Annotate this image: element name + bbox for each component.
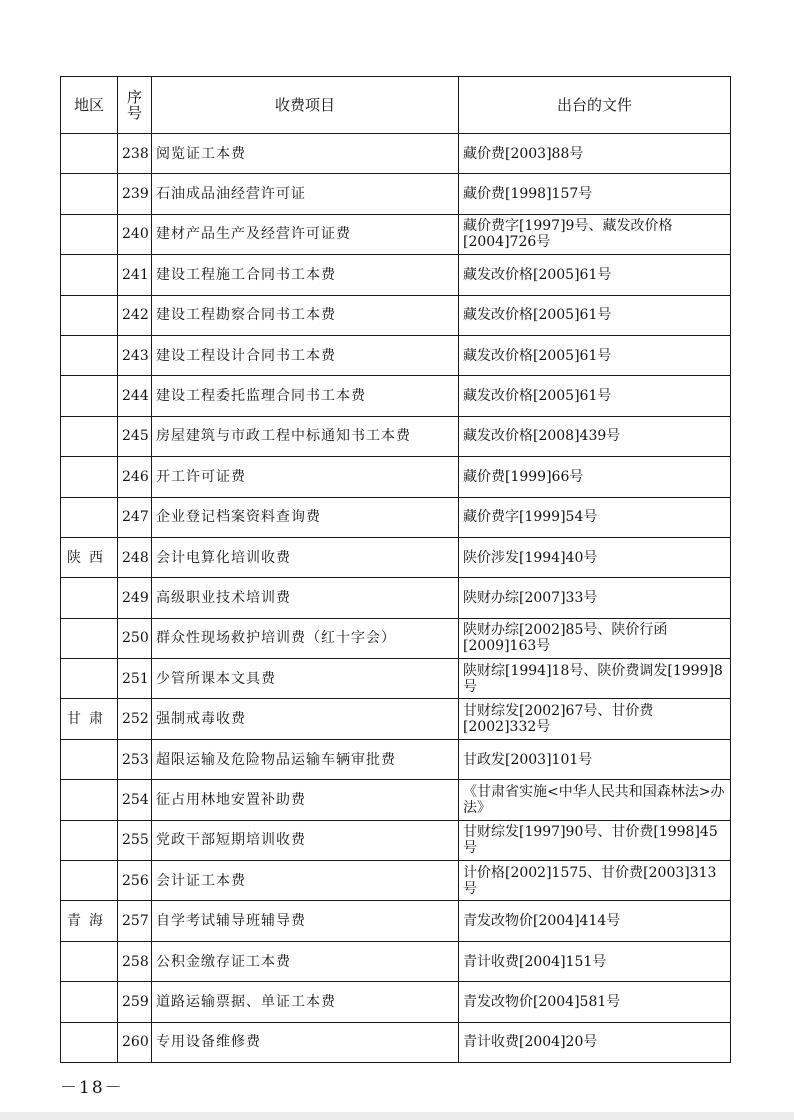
row-item: 建设工程委托监理合同书工本费 <box>152 376 459 416</box>
table-row <box>61 618 731 658</box>
row-item: 阅览证工本费 <box>152 134 459 174</box>
table-row <box>61 1022 731 1062</box>
row-region <box>61 578 118 618</box>
row-region <box>61 295 118 335</box>
row-item: 道路运输票据、单证工本费 <box>152 982 459 1022</box>
row-region <box>61 134 118 174</box>
table-row <box>61 255 731 295</box>
row-doc: 藏价费[1998]157号 <box>459 174 731 214</box>
row-region <box>61 861 118 901</box>
row-doc: 藏价费字[1997]9号、藏发改价格[2004]726号 <box>459 214 731 254</box>
row-seq: 241 <box>118 255 152 295</box>
table-row <box>61 901 731 941</box>
table-row <box>61 699 731 739</box>
row-doc: 藏发改价格[2005]61号 <box>459 376 731 416</box>
row-item: 房屋建筑与市政工程中标通知书工本费 <box>152 416 459 456</box>
table-row <box>61 739 731 779</box>
row-doc: 陕财办综[2002]85号、陕价行函[2009]163号 <box>459 618 731 658</box>
row-region <box>61 457 118 497</box>
row-item: 高级职业技术培训费 <box>152 578 459 618</box>
row-item: 超限运输及危险物品运输车辆审批费 <box>152 739 459 779</box>
row-seq: 240 <box>118 214 152 254</box>
row-region <box>61 214 118 254</box>
row-seq: 238 <box>118 134 152 174</box>
table-row <box>61 134 731 174</box>
row-doc: 青计收费[2004]151号 <box>459 941 731 981</box>
row-item: 会计证工本费 <box>152 861 459 901</box>
row-seq: 248 <box>118 537 152 577</box>
row-region <box>61 941 118 981</box>
row-item: 会计电算化培训收费 <box>152 537 459 577</box>
table-row <box>61 982 731 1022</box>
row-doc: 藏价费[1999]66号 <box>459 457 731 497</box>
row-doc: 藏价费[2003]88号 <box>459 134 731 174</box>
row-doc: 甘财综发[1997]90号、甘价费[1998]45号 <box>459 820 731 860</box>
row-seq: 257 <box>118 901 152 941</box>
row-item: 少管所课本文具费 <box>152 659 459 699</box>
page-number: －18－ <box>60 1078 124 1098</box>
row-item: 石油成品油经营许可证 <box>152 174 459 214</box>
row-seq: 258 <box>118 941 152 981</box>
row-doc: 藏发改价格[2005]61号 <box>459 255 731 295</box>
row-doc: 藏价费字[1999]54号 <box>459 497 731 537</box>
fee-table <box>60 76 731 1063</box>
table-row <box>61 457 731 497</box>
row-seq: 250 <box>118 618 152 658</box>
row-region <box>61 255 118 295</box>
table-row <box>61 416 731 456</box>
row-region: 陕西 <box>61 537 118 577</box>
row-doc: 《甘肃省实施<中华人民共和国森林法>办法》 <box>459 780 731 820</box>
row-seq: 259 <box>118 982 152 1022</box>
row-item: 强制戒毒收费 <box>152 699 459 739</box>
row-region <box>61 335 118 375</box>
table-row <box>61 578 731 618</box>
table-row <box>61 214 731 254</box>
row-doc: 陕财办综[2007]33号 <box>459 578 731 618</box>
table-row <box>61 376 731 416</box>
row-seq: 251 <box>118 659 152 699</box>
row-region <box>61 780 118 820</box>
row-region <box>61 174 118 214</box>
table-row <box>61 820 731 860</box>
row-seq: 245 <box>118 416 152 456</box>
row-item: 建材产品生产及经营许可证费 <box>152 214 459 254</box>
row-item: 开工许可证费 <box>152 457 459 497</box>
row-seq: 246 <box>118 457 152 497</box>
row-item: 建设工程勘察合同书工本费 <box>152 295 459 335</box>
row-item: 建设工程施工合同书工本费 <box>152 255 459 295</box>
row-seq: 249 <box>118 578 152 618</box>
row-item: 群众性现场救护培训费（红十字会） <box>152 618 459 658</box>
row-seq: 253 <box>118 739 152 779</box>
row-doc: 甘财综发[2002]67号、甘价费[2002]332号 <box>459 699 731 739</box>
row-doc: 青发改物价[2004]581号 <box>459 982 731 1022</box>
row-item: 专用设备维修费 <box>152 1022 459 1062</box>
table-header-row <box>61 77 731 134</box>
row-seq: 239 <box>118 174 152 214</box>
row-region <box>61 416 118 456</box>
row-region: 甘肃 <box>61 699 118 739</box>
row-region <box>61 497 118 537</box>
row-doc: 计价格[2002]1575、甘价费[2003]313号 <box>459 861 731 901</box>
table-row <box>61 537 731 577</box>
row-region: 青海 <box>61 901 118 941</box>
row-doc: 青计收费[2004]20号 <box>459 1022 731 1062</box>
row-seq: 256 <box>118 861 152 901</box>
header-item: 收费项目 <box>152 77 459 134</box>
row-doc: 陕财综[1994]18号、陕价费调发[1999]8号 <box>459 659 731 699</box>
row-region <box>61 376 118 416</box>
row-seq: 244 <box>118 376 152 416</box>
table-row <box>61 861 731 901</box>
row-seq: 255 <box>118 820 152 860</box>
table-row <box>61 174 731 214</box>
row-seq: 260 <box>118 1022 152 1062</box>
scan-edge <box>0 1112 794 1120</box>
row-doc: 甘政发[2003]101号 <box>459 739 731 779</box>
header-doc: 出台的文件 <box>459 77 731 134</box>
table-row <box>61 941 731 981</box>
row-item: 企业登记档案资料查询费 <box>152 497 459 537</box>
row-doc: 藏发改价格[2005]61号 <box>459 335 731 375</box>
row-item: 自学考试辅导班辅导费 <box>152 901 459 941</box>
row-region <box>61 820 118 860</box>
table-row <box>61 335 731 375</box>
row-seq: 254 <box>118 780 152 820</box>
row-doc: 藏发改价格[2005]61号 <box>459 295 731 335</box>
header-seq: 序号 <box>118 77 152 134</box>
row-doc: 陕价涉发[1994]40号 <box>459 537 731 577</box>
row-region <box>61 659 118 699</box>
row-seq: 247 <box>118 497 152 537</box>
row-region <box>61 1022 118 1062</box>
table-row <box>61 497 731 537</box>
table-row <box>61 659 731 699</box>
row-region <box>61 739 118 779</box>
row-seq: 252 <box>118 699 152 739</box>
row-doc: 青发改物价[2004]414号 <box>459 901 731 941</box>
row-region <box>61 982 118 1022</box>
row-seq: 243 <box>118 335 152 375</box>
row-item: 党政干部短期培训收费 <box>152 820 459 860</box>
table-row <box>61 295 731 335</box>
row-item: 建设工程设计合同书工本费 <box>152 335 459 375</box>
table-body <box>61 134 731 1063</box>
row-region <box>61 618 118 658</box>
table-row <box>61 780 731 820</box>
row-seq: 242 <box>118 295 152 335</box>
header-region: 地区 <box>61 77 118 134</box>
row-item: 征占用林地安置补助费 <box>152 780 459 820</box>
row-item: 公积金缴存证工本费 <box>152 941 459 981</box>
row-doc: 藏发改价格[2008]439号 <box>459 416 731 456</box>
